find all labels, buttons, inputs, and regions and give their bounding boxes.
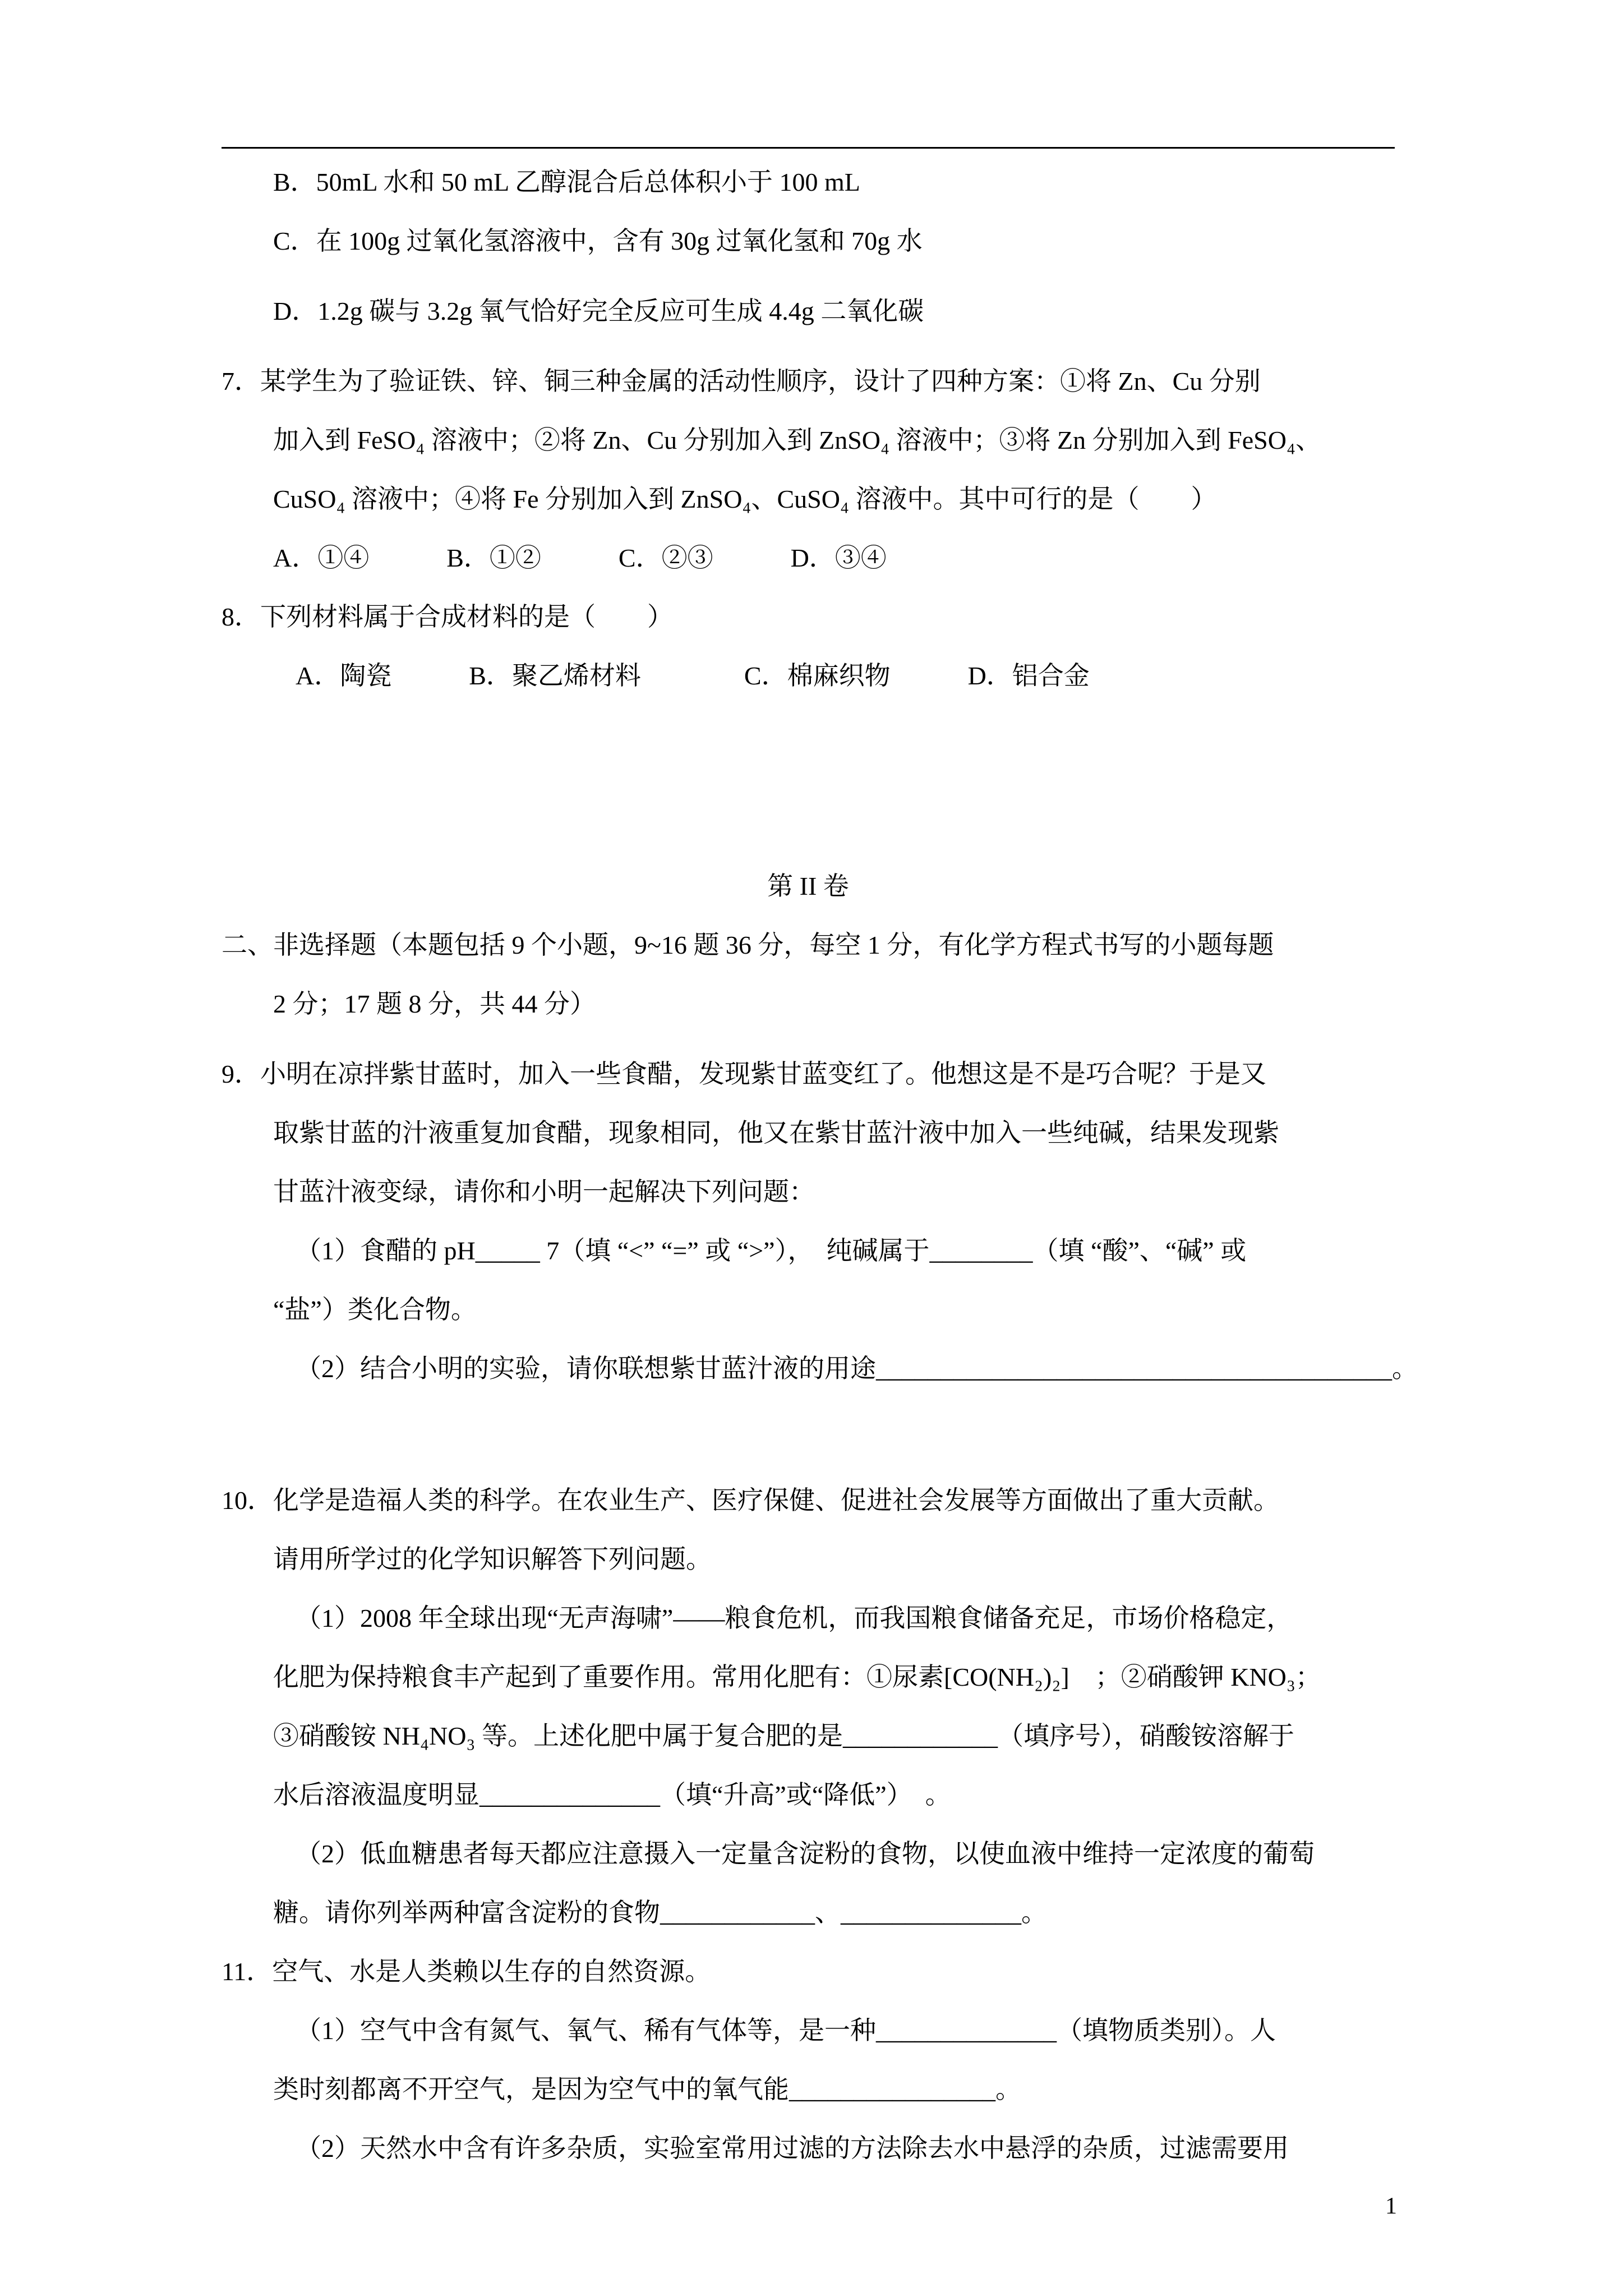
text-line: （2）天然水中含有许多杂质，实验室常用过滤的方法除去水中悬浮的杂质，过滤需要用 (296, 2134, 1289, 2162)
text-line: （1）空气中含有氮气、氧气、稀有气体等，是一种______________（填物质类别）。人 (296, 2016, 1276, 2045)
text-line: 加入到 FeSO₄ 溶液中；②将 Zn、Cu 分别加入到 ZnSO₄ 溶液中；③将 Zn 分别加入到 FeSO₄、 (273, 426, 1321, 454)
text-line: “盐”）类化合物。 (273, 1295, 477, 1324)
text-line: B．50mL 水和 50 mL 乙醇混合后总体积小于 100 mL (273, 168, 860, 196)
text-line: （1）食醋的 pH_____ 7（填 “<” “=” 或 “>”）， 纯碱属于________（填 “酸”、“碱” 或 (296, 1236, 1247, 1265)
text-line: CuSO₄ 溶液中；④将 Fe 分别加入到 ZnSO₄、CuSO₄ 溶液中。其中可行的是（ ） (273, 485, 1217, 513)
text-line: ③硝酸铵 NH₄NO₃ 等。上述化肥中属于复合肥的是____________（填序号），硝酸铵溶解于 (273, 1722, 1294, 1750)
text-line: 二、非选择题（本题包括 9 个小题，9~16 题 36 分，每空 1 分，有化学方程式书写的小题每题 (222, 931, 1274, 959)
text-line: 类时刻都离不开空气，是因为空气中的氧气能________________。 (273, 2075, 1021, 2104)
document-content (222, 153, 1511, 2178)
text-line: 11．空气、水是人类赖以生存的自然资源。 (222, 1957, 711, 1986)
text-line: D．1.2g 碳与 3.2g 氧气恰好完全反应可生成 4.4g 二氧化碳 (273, 297, 924, 325)
section-title: 第 II 卷 (767, 872, 849, 900)
text-line: 8．下列材料属于合成材料的是（ ） (222, 602, 673, 631)
text-line: 化肥为保持粮食丰产起到了重要作用。常用化肥有：①尿素[CO(NH₂)₂] ；②硝酸钾 KNO₃； (273, 1663, 1321, 1691)
text-line: 取紫甘蓝的汁液重复加食醋，现象相同，他又在紫甘蓝汁液中加入一些纯碱，结果发现紫 (273, 1119, 1279, 1147)
text-line: （2）低血糖患者每天都应注意摄入一定量含淀粉的食物，以使血液中维持一定浓度的葡萄 (296, 1839, 1315, 1868)
text-line: 10．化学是造福人类的科学。在农业生产、医疗保健、促进社会发展等方面做出了重大贡献。 (222, 1486, 1279, 1515)
text-line: 甘蓝汁液变绿，请你和小明一起解决下列问题： (273, 1177, 815, 1206)
text-line: 2 分；17 题 8 分，共 44 分） (273, 990, 596, 1018)
text-line: A．陶瓷 B．聚乙烯材料 C．棉麻织物 D．铝合金 (296, 661, 1090, 690)
text-line: （2）结合小明的实验，请你联想紫甘蓝汁液的用途________________________________________。 (296, 1354, 1418, 1383)
text-line: （1）2008 年全球出现“无声海啸”——粮食危机，而我国粮食储备充足，市场价格稳定， (296, 1604, 1293, 1632)
text-line: 糖。请你列举两种富含淀粉的食物____________、______________。 (273, 1898, 1047, 1927)
text-line: 请用所学过的化学知识解答下列问题。 (273, 1545, 712, 1573)
header-rule (222, 147, 1395, 149)
text-line: 9．小明在凉拌紫甘蓝时，加入一些食醋，发现紫甘蓝变红了。他想这是不是巧合呢？于是又 (222, 1060, 1266, 1088)
page-number: 1 (1385, 2193, 1397, 2219)
text-line: A．①④ B．①② C．②③ D．③④ (273, 544, 887, 572)
text-line: C．在 100g 过氧化氢溶液中，含有 30g 过氧化氢和 70g 水 (273, 227, 923, 255)
text-line: 水后溶液温度明显______________（填“升高”或“降低”） 。 (273, 1780, 951, 1809)
text-line: 7．某学生为了验证铁、锌、铜三种金属的活动性顺序，设计了四种方案：①将 Zn、Cu 分别 (222, 367, 1261, 395)
